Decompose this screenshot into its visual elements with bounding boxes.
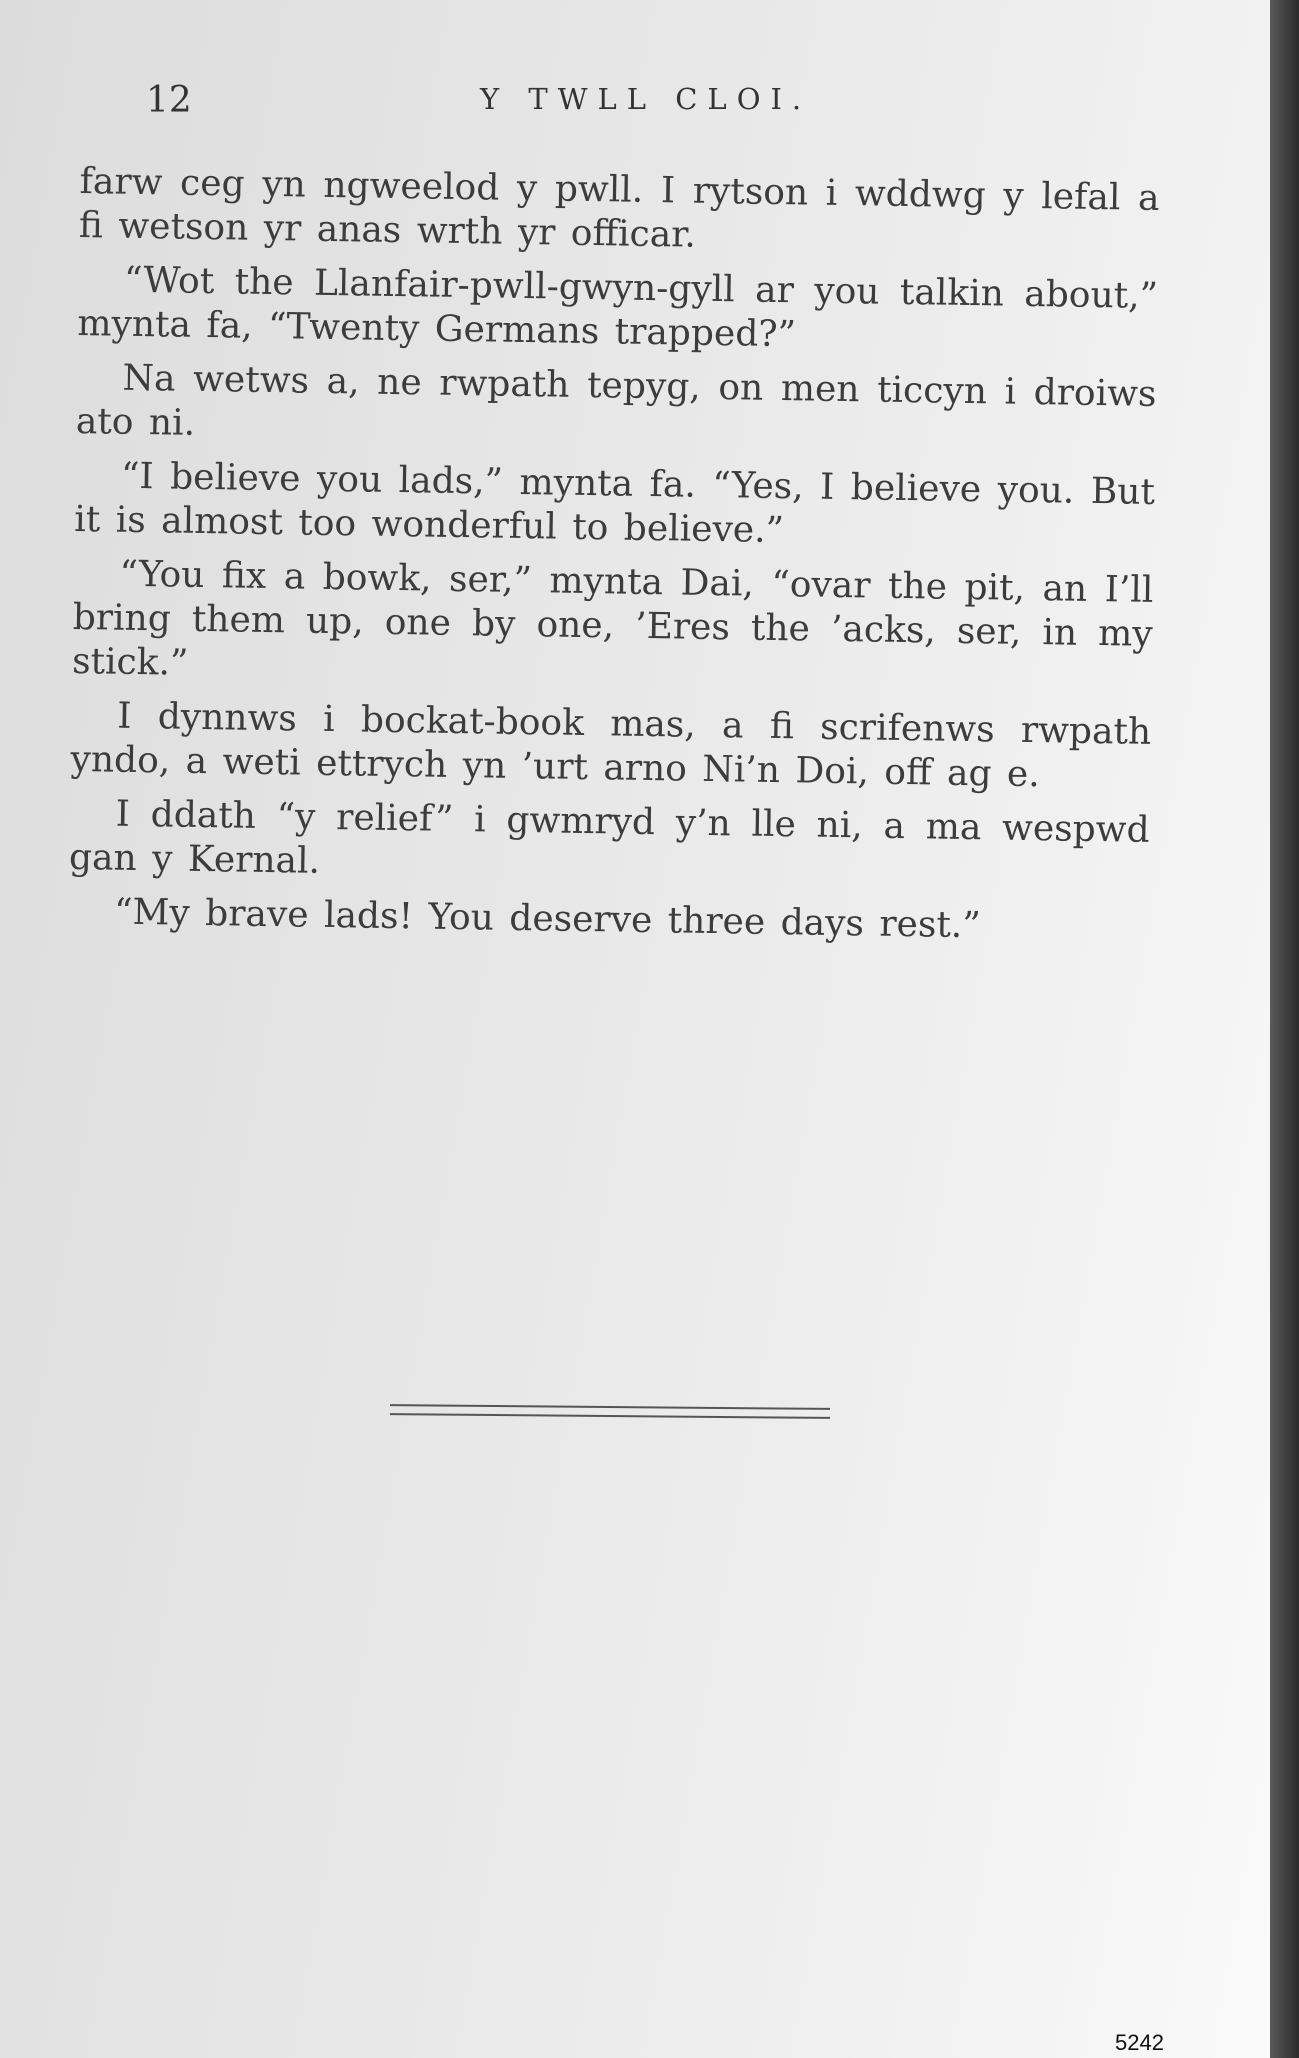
paragraph: “You fix a bowk, ser,” mynta Dai, “ovar the pit, an I’ll bring them up, one by one, ’Eres the ’acks, ser, in my stick.” (71, 553, 1154, 684)
page-number: 12 (146, 80, 192, 121)
paragraph: Na wetws a, ne rwpath tepyg, on men ticcyn i droiws ato ni. (75, 357, 1157, 444)
running-title: Y TWLL CLOI. (480, 82, 812, 116)
body-text (68, 160, 1160, 961)
paragraph: I ddath “y relief” i gwmryd y’n lle ni, a ma wespwd gan y Kernal. (68, 793, 1150, 882)
paragraph: farw ceg yn ngweelod y pwll. I rytson i wddwg y lefal a fi wetson yr anas wrth yr officar. (78, 160, 1160, 256)
page-edge-shadow (1270, 0, 1299, 2058)
paragraph: “I believe you lads,” mynta fa. “Yes, I believe you. But it is almost too wonderful to believe.” (74, 455, 1156, 552)
page-header (140, 80, 1140, 130)
paragraph: I dynnws i bockat-book mas, a fi scrifenws rwpath yndo, a weti ettrych yn ’urt arno Ni’n Doi, off ag e. (70, 695, 1152, 796)
section-end-rule (390, 1404, 830, 1419)
paragraph: “Wot the Llanfair-pwll-gwyn-gyll ar you talkin about,” mynta fa, “Twenty Germans trapped?” (77, 259, 1159, 356)
catalog-number: 5242 (1115, 2030, 1164, 2055)
paragraph: “My brave lads! You deserve three days rest.” (113, 891, 982, 947)
